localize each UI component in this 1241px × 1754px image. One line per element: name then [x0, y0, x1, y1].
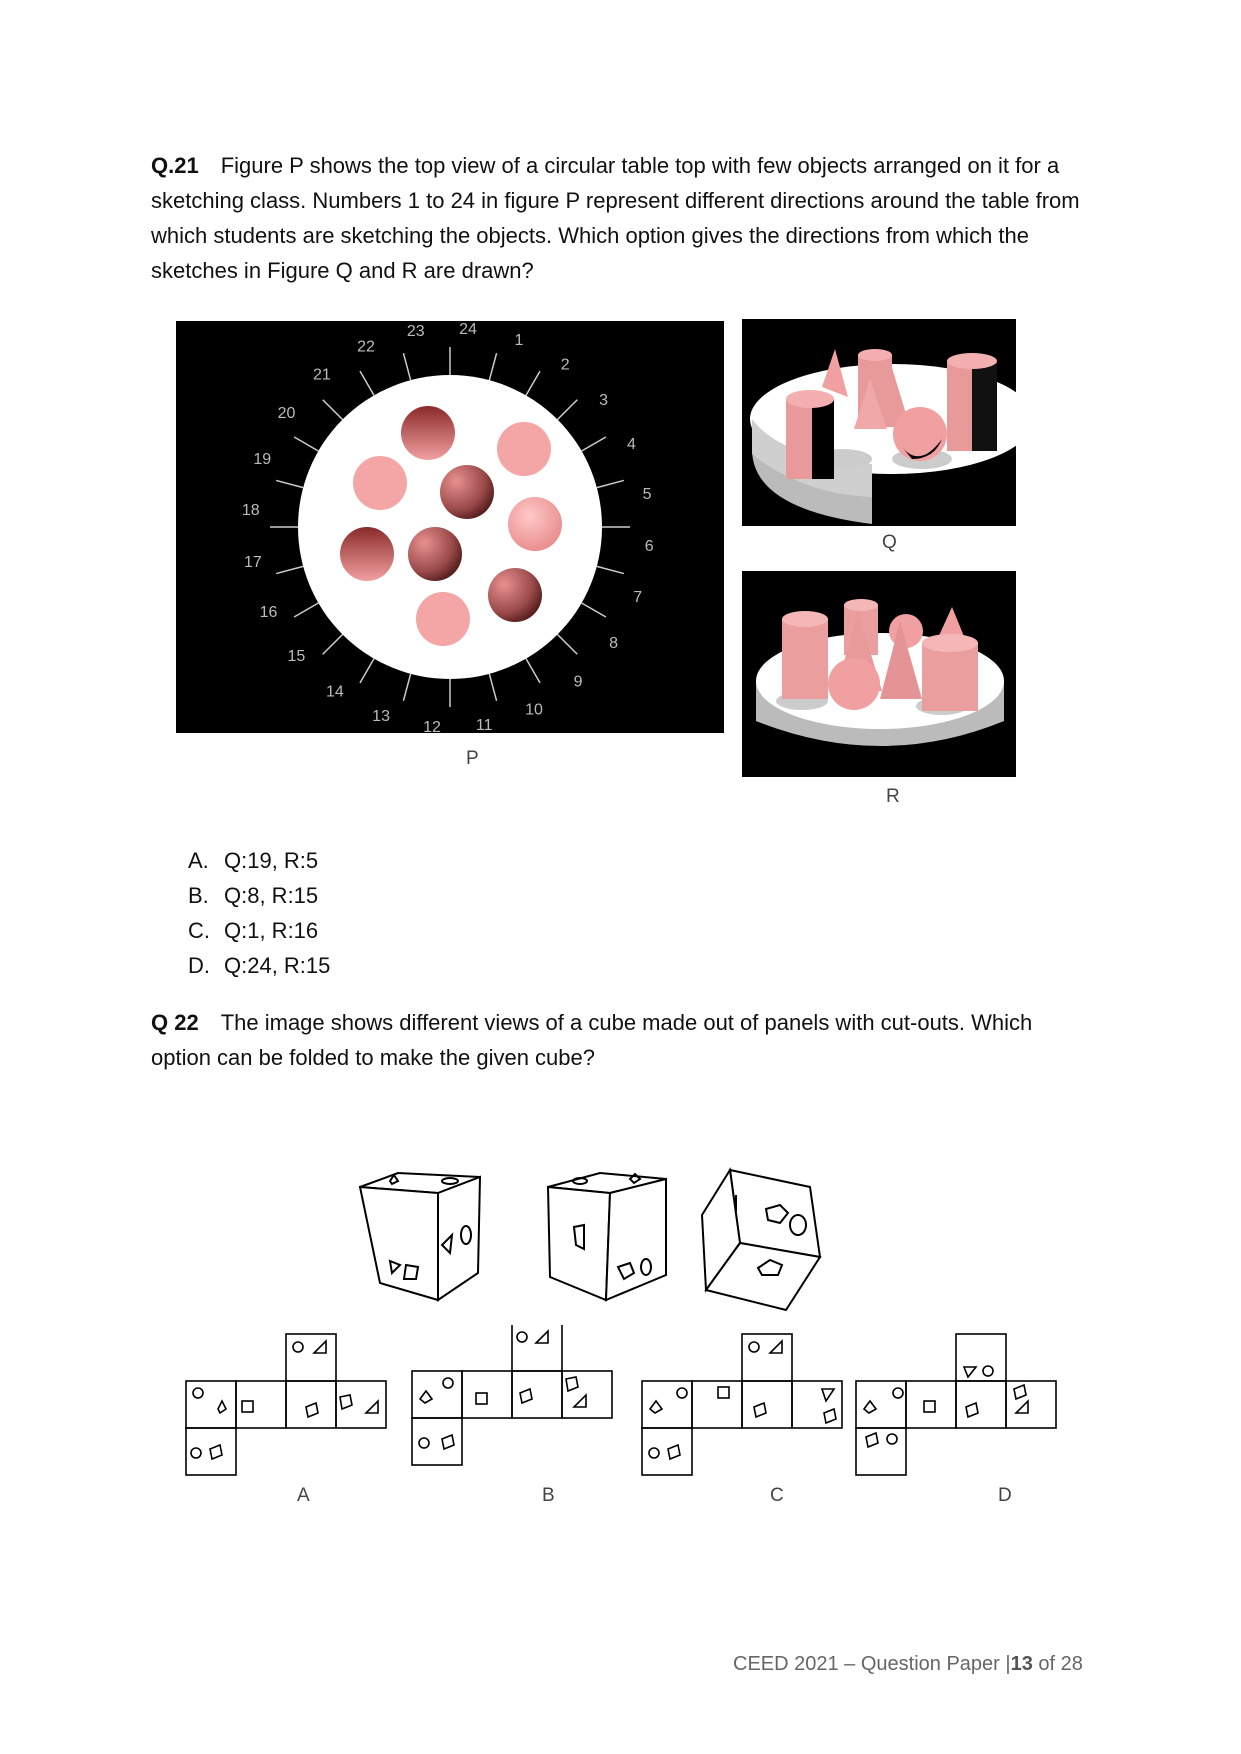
cone-object: [440, 465, 494, 519]
question-number: Q.21: [151, 153, 199, 178]
cone-object: [408, 527, 462, 581]
direction-label: 8: [609, 635, 618, 653]
net-label-d[interactable]: D: [998, 1485, 1012, 1506]
direction-label: 1: [514, 332, 524, 350]
figure-p-top-view: [176, 321, 724, 733]
direction-label: 12: [423, 719, 441, 733]
cube-views: [350, 1165, 830, 1315]
direction-label: 19: [253, 451, 272, 469]
direction-label: 21: [312, 366, 331, 384]
net-label-a[interactable]: A: [297, 1485, 310, 1506]
direction-label: 11: [475, 717, 493, 733]
figure-r-label: R: [886, 786, 900, 807]
cone-object: [488, 568, 542, 622]
question-text: Figure P shows the top view of a circular table top with few objects arranged on it for a sketching class. Numbers 1 to 24 in figure P represent different directions around the table from which students are sketching the objects. Which option gives the directions from which the sketches in Figure Q and R are drawn?: [151, 153, 1080, 283]
direction-label: 5: [642, 485, 652, 503]
direction-label: 18: [241, 502, 260, 520]
direction-label: 4: [627, 435, 636, 453]
direction-label: 16: [259, 604, 278, 622]
figure-q-label: Q: [882, 532, 897, 553]
question-number: Q 22: [151, 1010, 199, 1035]
direction-label: 22: [357, 338, 375, 356]
cube-net-options: [180, 1325, 1080, 1495]
cylinder-object: [401, 406, 455, 460]
direction-label: 20: [277, 404, 296, 422]
direction-label: 9: [573, 673, 583, 691]
sphere-object: [416, 592, 470, 646]
page-footer: CEED 2021 – Question Paper |13 of 28: [733, 1653, 1083, 1675]
net-label-c[interactable]: C: [770, 1485, 784, 1506]
question-21: [151, 148, 1091, 288]
option-c[interactable]: C. Q:1, R:16: [188, 918, 319, 943]
cylinder-object: [340, 527, 394, 581]
direction-label: 24: [459, 321, 477, 338]
figure-q-perspective: [742, 319, 1016, 526]
question-text: The image shows different views of a cube made out of panels with cut-outs. Which option can be folded to make the given cube?: [151, 1010, 1033, 1070]
net-label-b[interactable]: B: [542, 1485, 555, 1506]
direction-label: 17: [244, 554, 262, 572]
figure-r-perspective: [742, 571, 1016, 777]
answer-options: [188, 843, 330, 983]
direction-label: 13: [372, 707, 390, 725]
page-number: 13: [1010, 1653, 1033, 1675]
option-a[interactable]: A. Q:19, R:5: [188, 848, 319, 873]
option-b[interactable]: B. Q:8, R:15: [188, 883, 319, 908]
sphere-object: [508, 497, 562, 551]
direction-label: 15: [287, 648, 306, 666]
option-d[interactable]: D. Q:24, R:15: [188, 953, 331, 978]
direction-label: 3: [599, 391, 609, 409]
question-22: [151, 1005, 1091, 1075]
direction-label: 6: [644, 537, 654, 555]
direction-label: 14: [325, 683, 344, 701]
direction-label: 2: [560, 356, 570, 374]
direction-label: 23: [406, 322, 425, 340]
sphere-object: [353, 456, 407, 510]
direction-label: 7: [633, 588, 643, 606]
figure-p-label: P: [466, 748, 479, 769]
sphere-object: [497, 422, 551, 476]
direction-label: 10: [525, 701, 543, 719]
